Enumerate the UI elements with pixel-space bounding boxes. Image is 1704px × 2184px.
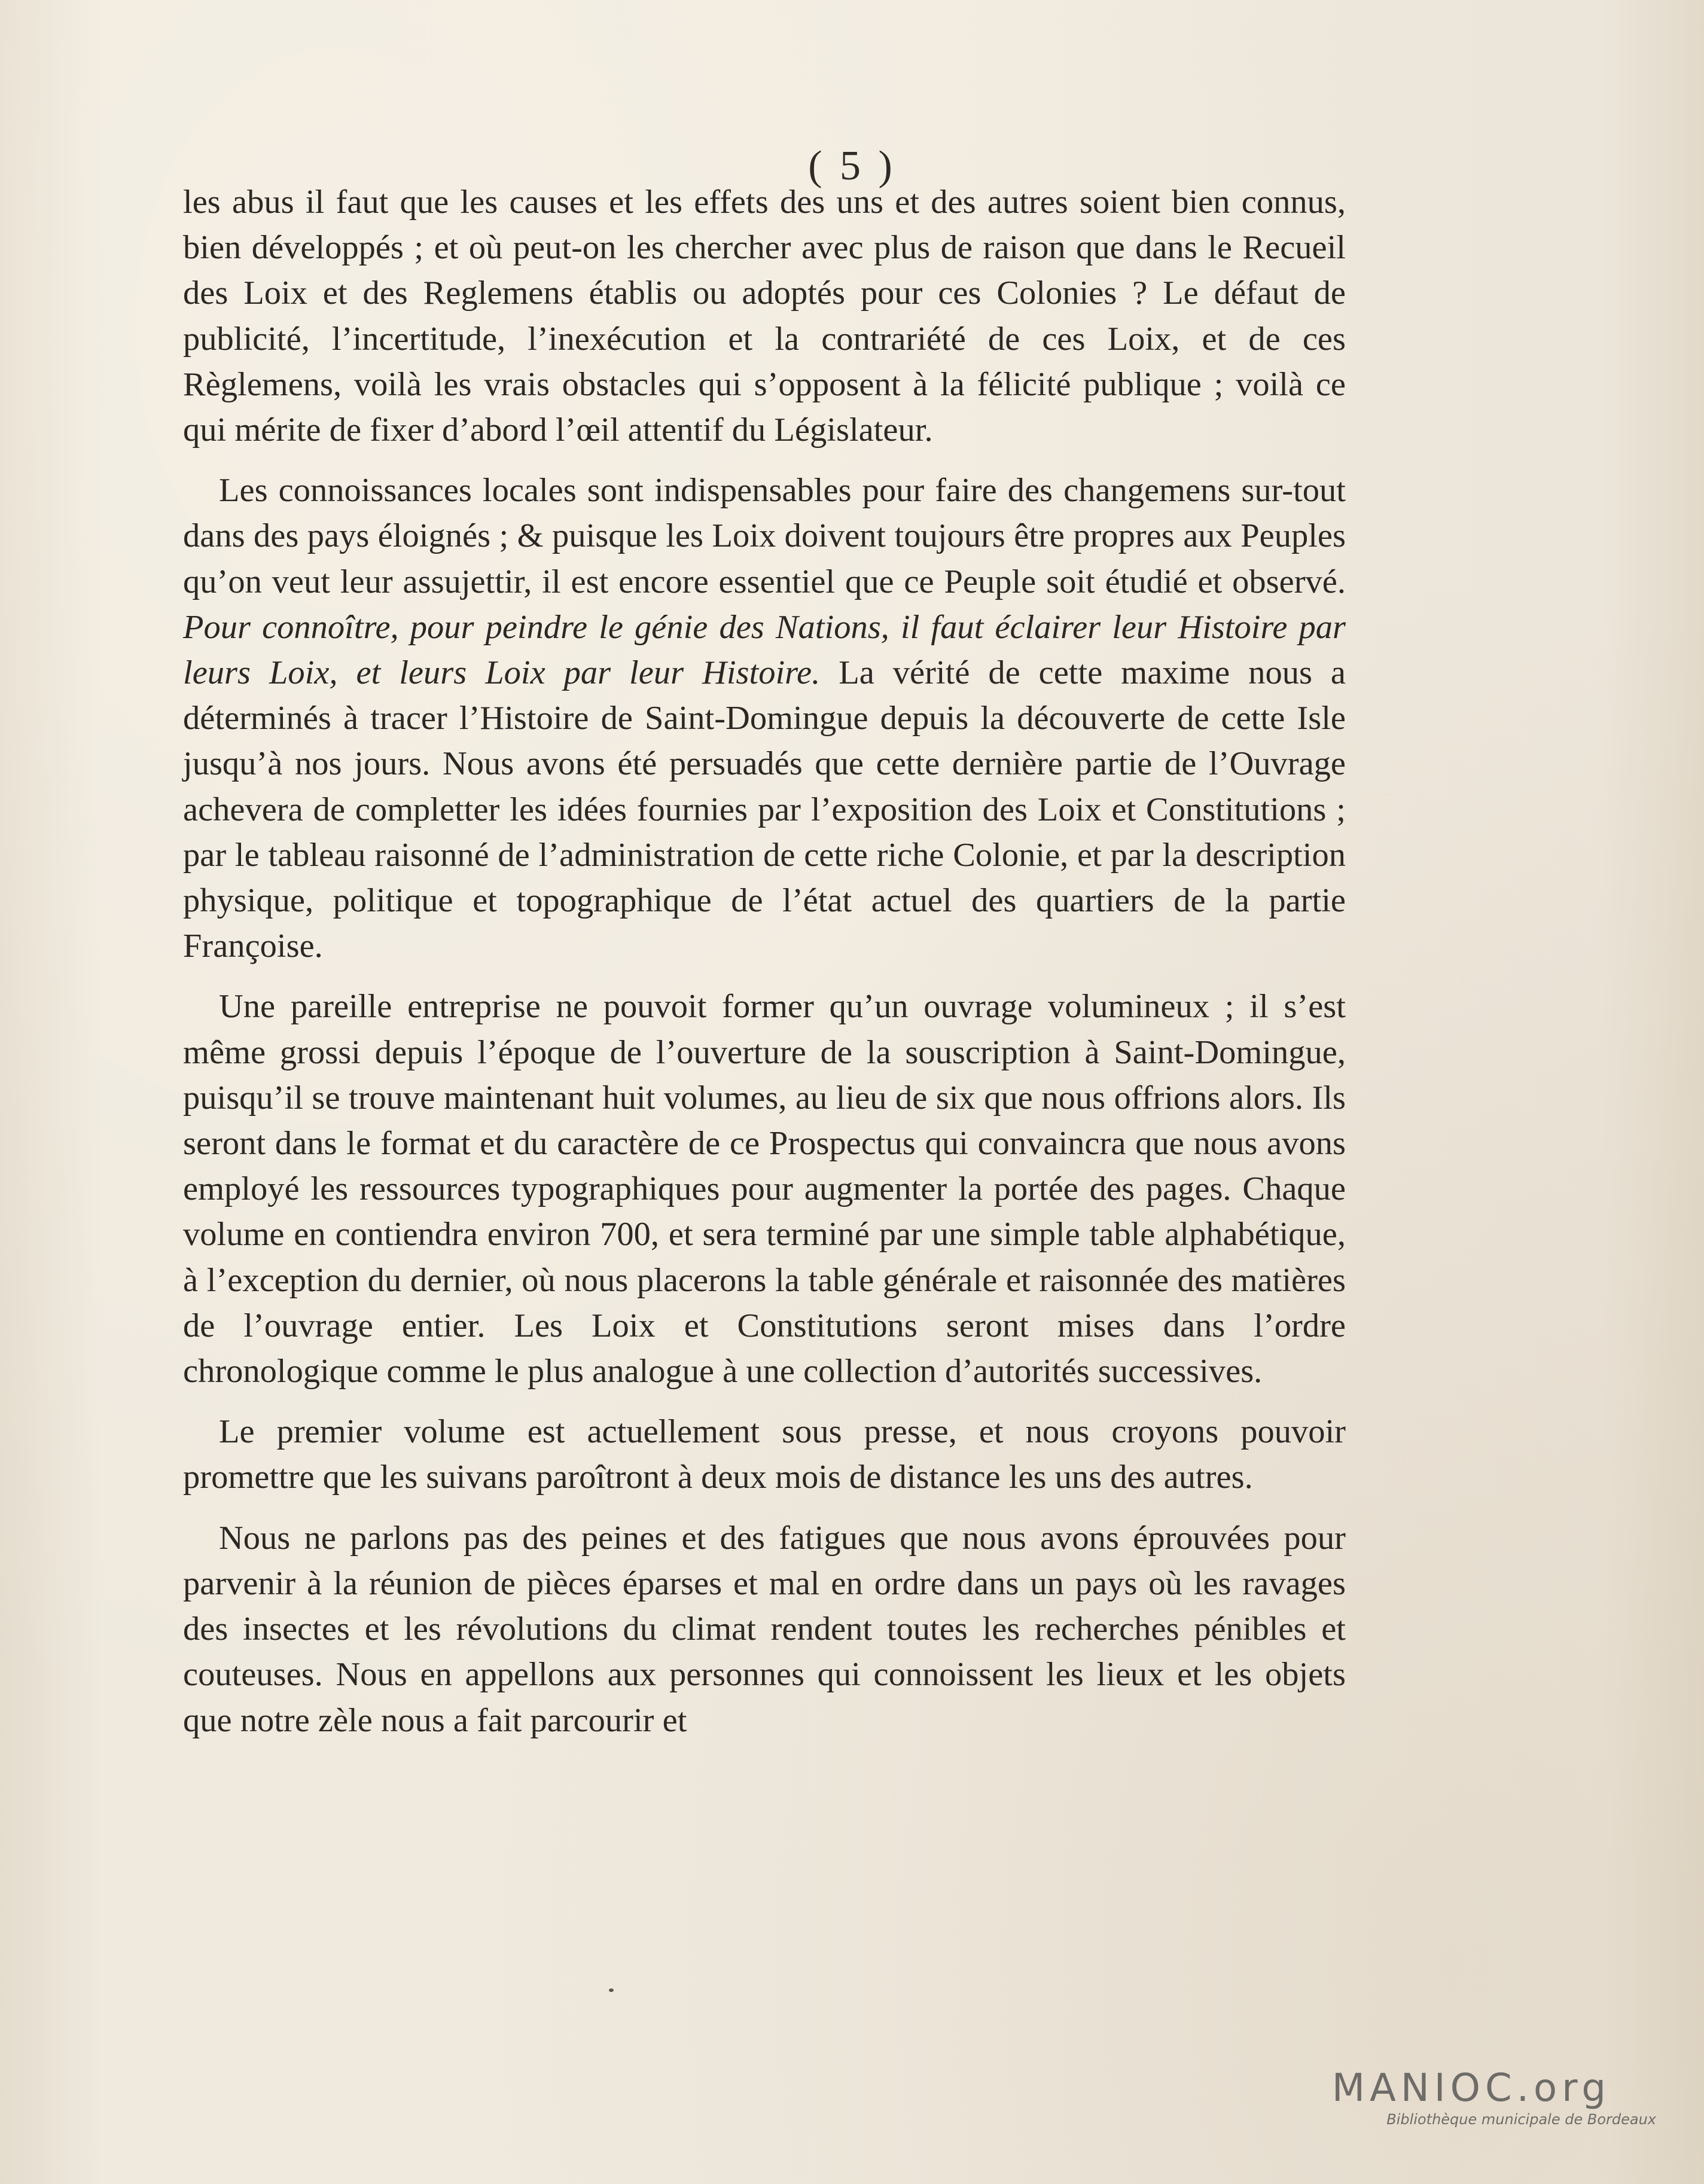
watermark xyxy=(1321,2067,1656,2129)
italic-maxim: Pour connoître, pour peindre le génie des Nations, il faut éclairer leur Histoire par leurs Loix, et leurs Loix par leur Histoire. xyxy=(183,608,1346,692)
ink-mark xyxy=(609,1988,614,1992)
paragraph-1: les abus il faut que les causes et les effets des uns et des autres soient bien connus, bien développés ; et où peut-on les chercher avec plus de raison que dans le Recueil des Loix et des Reglemens établis ou adoptés pour ces Colonies ? Le défaut de publicité, l’incertitude, l’inexécution et la contrariété de ces Loix, et de ces Règlemens, voilà les vrais obstacles qui s’opposent à la félicité publique ; voilà ce qui mérite de fixer d’abord l’œil attentif du Législateur. xyxy=(183,184,1346,449)
paragraph-4: Le premier volume est actuellement sous presse, et nous croyons pouvoir promettre que les suivans paroîtront à deux mois de distance les uns des autres. xyxy=(183,1413,1346,1496)
paragraph-2: Les connoissances locales sont indispensables pour faire des changemens sur-tout dans des pays éloignés ; & puisque les Loix doivent toujours être propres aux Peuples qu’on veut leur assujettir, il est encore essentiel que ce Peuple soit étudié et observé. Pour connoître, pour peindre le génie des Nations, il faut éclairer leur Histoire par leurs Loix, et leurs Loix par leur Histoire. La vérité de cette maxime nous a déterminés à tracer l’Histoire de Saint-Domingue depuis la découverte de cette Isle jusqu’à nos jours. Nous avons été persuadés que cette dernière partie de l’Ouvrage achevera de completter les idées fournies par l’exposition des Loix et Constitutions ; par le tableau raisonné de l’administration de cette riche Colonie, et par la description physique, politique et topographique de l’état actuel des quartiers de la partie Françoise. xyxy=(183,472,1346,965)
page-number: ( 5 ) xyxy=(808,143,896,189)
paragraph-3: Une pareille entreprise ne pouvoit former qu’un ouvrage volumineux ; il s’est même grossi depuis l’époque de l’ouverture de la souscription à Saint-Domingue, puisqu’il se trouve maintenant huit volumes, au lieu de six que nous offrions alors. Ils seront dans le format et du caractère de ce Prospectus qui convaincra que nous avons employé les ressources typographiques pour augmenter la portée des pages. Chaque volume en contiendra environ 700, et sera terminé par une simple table alphabétique, à l’exception du dernier, où nous placerons la table générale et raisonnée des matières de l’ouvrage entier. Les Loix et Constitutions seront mises dans l’ordre chronologique comme le plus analogue à une collection d’autorités successives. xyxy=(183,988,1346,1390)
watermark-logo: MANIOC.org xyxy=(1331,2066,1611,2110)
body-text xyxy=(183,179,1346,1743)
watermark-subtitle: Bibliothèque municipale de Bordeaux xyxy=(1386,2111,1656,2128)
paragraph-5: Nous ne parlons pas des peines et des fatigues que nous avons éprouvées pour parvenir à la réunion de pièces éparses et mal en ordre dans un pays où les ravages des insectes et les révolutions du climat rendent toutes les recherches pénibles et couteuses. Nous en appellons aux personnes qui connoissent les lieux et les objets que notre zèle nous a fait parcourir et xyxy=(183,1519,1346,1739)
